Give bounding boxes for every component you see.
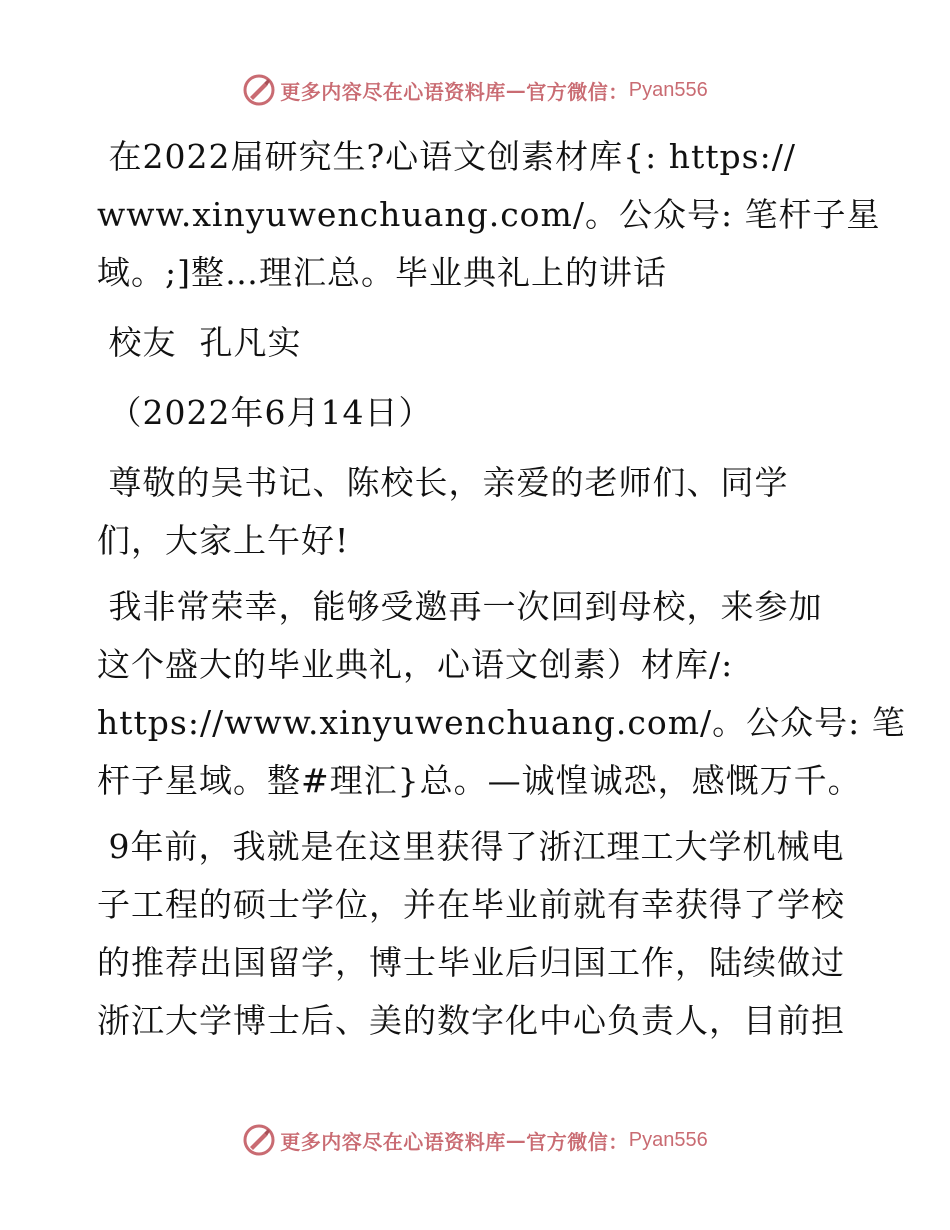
watermark-separator: — bbox=[505, 1128, 527, 1152]
pen-logo-icon bbox=[242, 1123, 276, 1157]
author-line: 校友 孔凡实 bbox=[97, 323, 302, 362]
paragraph-line: 我非常荣幸，能够受邀再一次回到母校，来参加 bbox=[97, 587, 823, 626]
greeting-line: 尊敬的吴书记、陈校长，亲爱的老师们、同学 bbox=[97, 463, 789, 502]
title-line: 域。;]整…理汇总。毕业典礼上的讲话 bbox=[97, 253, 667, 292]
watermark-separator: — bbox=[505, 78, 527, 102]
watermark-official-text: 官方微信： bbox=[526, 1129, 629, 1154]
pen-logo-icon bbox=[242, 73, 276, 107]
paragraph-line: 这个盛大的毕业典礼，心语文创素）材库/: bbox=[97, 645, 734, 684]
document-body bbox=[97, 128, 906, 1050]
title-line: www.xinyuwenchuang.com/。公众号: 笔杆子星 bbox=[97, 195, 881, 234]
title-line: 在2022届研究生?心语文创素材库{: https:// bbox=[97, 137, 796, 176]
paragraph-line: 9年前，我就是在这里获得了浙江理工大学机械电 bbox=[97, 827, 845, 866]
date-line: （2022年6月14日） bbox=[97, 393, 433, 432]
footer-watermark bbox=[0, 1120, 950, 1160]
watermark-wechat-id: Pyan556 bbox=[628, 78, 708, 101]
paragraph-line: 浙江大学博士后、美的数字化中心负责人，目前担 bbox=[97, 1001, 845, 1040]
watermark-wechat-id: Pyan556 bbox=[628, 1128, 708, 1151]
paragraph-line: 的推荐出国留学，博士毕业后归国工作，陆续做过 bbox=[97, 943, 845, 982]
paragraph-line: 子工程的硕士学位，并在毕业前就有幸获得了学校 bbox=[97, 885, 845, 924]
watermark-brand-text: 更多内容尽在心语资料库 bbox=[280, 1129, 506, 1154]
header-watermark bbox=[0, 70, 950, 110]
greeting-line: 们，大家上午好! bbox=[97, 521, 350, 560]
watermark-brand-text: 更多内容尽在心语资料库 bbox=[280, 79, 506, 104]
paragraph-line: 杆子星域。整#理汇}总。—诚惶诚恐，感慨万千。 bbox=[97, 761, 862, 800]
watermark-official-text: 官方微信： bbox=[526, 79, 629, 104]
paragraph-line: https://www.xinyuwenchuang.com/。公众号: 笔 bbox=[97, 703, 906, 742]
